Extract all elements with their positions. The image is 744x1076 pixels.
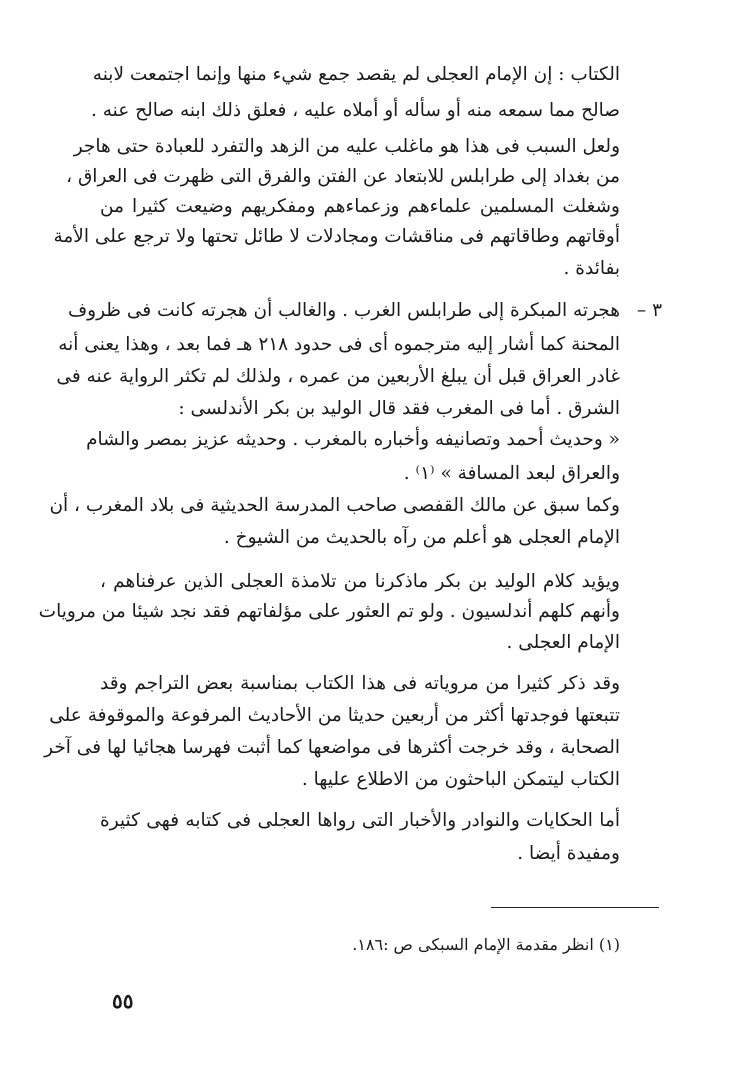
text-line: من بغداد إلى طرابلس للابتعاد عن الفتن والفرق التى ظهرت فى العراق ، bbox=[66, 166, 620, 187]
text-line: أما الحكايات والنوادر والأخبار التى رواها العجلى فى كتابه فهى كثيرة bbox=[100, 810, 620, 831]
text-line: ولعل السبب فى هذا هو ماغلب عليه من الزهد والتفرد للعبادة حتى هاجر bbox=[73, 136, 620, 157]
footnote-divider bbox=[491, 907, 659, 908]
page-number: ٥٥ bbox=[112, 989, 134, 1013]
quote-line: « وحديث أحمد وتصانيفه وأخباره بالمغرب . وحديثه عزيز بمصر والشام bbox=[86, 429, 620, 450]
text-line: ويؤيد كلام الوليد بن بكر ماذكرنا من تلامذة العجلى الذين عرفناهم ، bbox=[100, 571, 620, 592]
text-line: صالح مما سمعه منه أو سأله أو أملاه عليه ، فعلق ذلك ابنه صالح عنه . bbox=[90, 100, 620, 121]
text-line: وأنهم كلهم أندلسيون . ولو تم العثور على مؤلفاتهم فقد نجد شيئا من مرويات bbox=[38, 601, 620, 622]
text-line: الإمام العجلى هو أعلم من رآه بالحديث من الشيوخ . bbox=[223, 527, 620, 548]
text-line: المحنة كما أشار إليه مترجموه أى فى حدود ٢١٨ هـ فما بعد ، وهذا يعنى أنه bbox=[58, 334, 620, 355]
quote-line: والعراق لبعد المسافة » ⁽١⁾ . bbox=[403, 463, 620, 484]
text-line: هجرته المبكرة إلى طرابلس الغرب . والغالب أن هجرته كانت فى ظروف bbox=[67, 300, 620, 321]
text-line: بفائدة . bbox=[563, 258, 620, 279]
item-number: ٣ – bbox=[636, 300, 662, 321]
footnote: (١) انظر مقدمة الإمام السبكى ص :١٨٦. bbox=[352, 935, 620, 954]
text-line: ومفيدة أيضا . bbox=[517, 843, 620, 864]
text-line: الإمام العجلى . bbox=[506, 632, 620, 653]
text-line: وشغلت المسلمين علماءهم وزعماءهم ومفكريهم وضيعت كثيرا من bbox=[100, 196, 620, 217]
text-line: أوقاتهم وطاقاتهم فى مناقشات ومجادلات لا طائل تحتها ولا ترجع على الأمة bbox=[53, 226, 620, 247]
text-line: الصحابة ، وقد خرجت أكثرها فى مواضعها كما أثبت فهرسا هجائيا لها فى آخر bbox=[44, 737, 620, 758]
text-line: وكما سبق عن مالك القفصى صاحب المدرسة الحديثية فى بلاد المغرب ، أن bbox=[49, 495, 620, 516]
text-line: غادر العراق قبل أن يبلغ الأربعين من عمره ، ولذلك لم تكثر الرواية عنه فى bbox=[56, 366, 620, 387]
text-line: تتبعتها فوجدتها أكثر من أربعين حديثا من الأحاديث المرفوعة والموقوفة على bbox=[49, 705, 620, 726]
text-line: الشرق . أما فى المغرب فقد قال الوليد بن بكر الأندلسى : bbox=[178, 398, 620, 419]
text-line: الكتاب : إن الإمام العجلى لم يقصد جمع شيء منها وإنما اجتمعت لابنه bbox=[92, 64, 620, 85]
text-line: الكتاب ليتمكن الباحثون من الاطلاع عليها . bbox=[301, 769, 620, 790]
text-line: وقد ذكر كثيرا من مروياته فى هذا الكتاب بمناسبة بعض التراجم وقد bbox=[100, 673, 620, 694]
